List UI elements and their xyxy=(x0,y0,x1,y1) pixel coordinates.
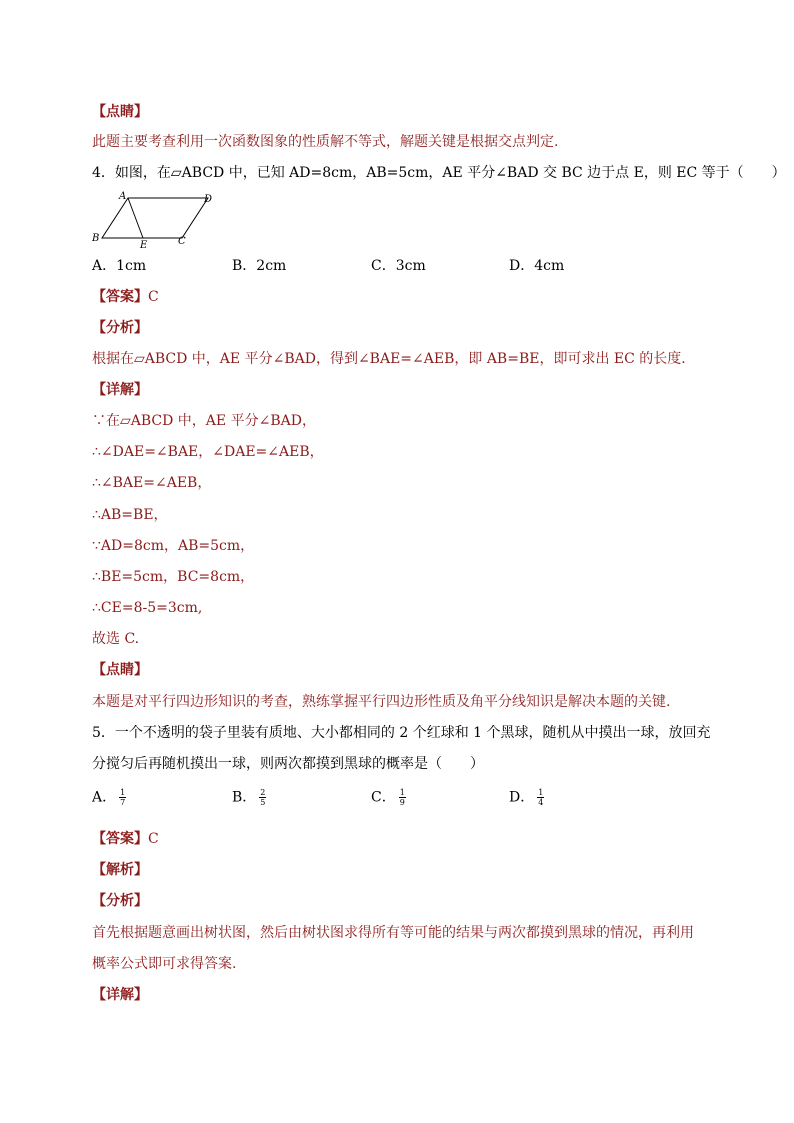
answer-value: C xyxy=(148,289,159,305)
q5-analysis-line1: 首先根据题意画出树状图，然后由树状图求得所有等可能的结果与两次都摸到黑球的情况，再利用 xyxy=(92,925,694,941)
q5-option-b xyxy=(232,788,266,807)
q4-step: ∴∠DAE=∠BAE，∠DAE=∠AEB， xyxy=(92,444,324,460)
q4-step: ∴BE=5cm，BC=8cm， xyxy=(92,569,255,585)
numerator: 1 xyxy=(538,788,544,797)
q4-analysis-text: 根据在▱ABCD 中，AE 平分∠BAD，得到∠BAE=∠AEB，即 AB=BE，即可求出 EC 的长度. xyxy=(92,351,686,367)
q4-step: ∴CE=8-5=3cm, xyxy=(92,600,203,616)
parallelogram-figure xyxy=(90,189,220,249)
q5-stem-line1: 5．一个不透明的袋子里装有质地、大小都相同的 2 个红球和 1 个黑球，随机从中摸出一球，放回充 xyxy=(92,725,711,741)
label-c: C xyxy=(178,236,186,247)
option-letter: D． xyxy=(509,789,535,806)
dianjing-text: 此题主要考查利用一次函数图象的性质解不等式，解题关键是根据交点判定. xyxy=(92,134,559,150)
answer-label: 【答案】 xyxy=(92,289,148,305)
label-a: A xyxy=(119,191,127,202)
fraction xyxy=(537,788,544,807)
answer-label: 【答案】 xyxy=(92,831,148,847)
option-letter: A． xyxy=(92,789,117,806)
q4-analysis-heading: 【分析】 xyxy=(92,320,148,336)
denominator: 4 xyxy=(538,798,544,807)
q4-step: 故选 C. xyxy=(92,631,140,647)
q4-stem: 4．如图，在▱ABCD 中，已知 AD=8cm，AB=5cm，AE 平分∠BAD 交 BC 边于点 E，则 EC 等于（ ） xyxy=(92,165,786,181)
q5-option-a xyxy=(92,788,126,807)
fraction xyxy=(119,788,126,807)
q4-step: ∵在▱ABCD 中，AE 平分∠BAD， xyxy=(92,413,316,429)
q5-answer xyxy=(92,830,159,848)
denominator: 7 xyxy=(120,798,126,807)
q4-option-d: D．4cm xyxy=(509,258,565,274)
numerator: 2 xyxy=(260,788,266,797)
q5-analysis-line2: 概率公式即可求得答案. xyxy=(92,956,237,972)
q5-stem-line2: 分搅匀后再随机摸出一球，则两次都摸到黑球的概率是（ ） xyxy=(92,756,484,772)
q4-step: ∴AB=BE， xyxy=(92,507,168,523)
q5-option-c xyxy=(371,788,406,807)
fraction xyxy=(399,788,406,807)
dianjing-heading: 【点睛】 xyxy=(92,104,148,120)
parallelogram-abcd xyxy=(102,198,208,238)
q5-detail-heading: 【详解】 xyxy=(92,987,148,1003)
q4-answer xyxy=(92,288,159,306)
numerator: 1 xyxy=(120,788,126,797)
q5-option-d xyxy=(509,788,544,807)
q4-option-c: C．3cm xyxy=(371,258,426,274)
q4-detail-heading: 【详解】 xyxy=(92,382,148,398)
numerator: 1 xyxy=(399,788,405,797)
q4-option-a: A．1cm xyxy=(92,258,147,274)
denominator: 5 xyxy=(260,798,266,807)
q4-step: ∴∠BAE=∠AEB， xyxy=(92,475,212,491)
segment-ae xyxy=(128,198,143,238)
q4-option-b: B．2cm xyxy=(232,258,287,274)
answer-value: C xyxy=(148,831,159,847)
fraction xyxy=(259,788,266,807)
q4-step: ∵AD=8cm，AB=5cm， xyxy=(92,538,255,554)
label-e: E xyxy=(140,240,148,249)
option-letter: B． xyxy=(232,789,257,806)
label-b: B xyxy=(92,233,100,244)
q5-analysis-heading: 【分析】 xyxy=(92,893,148,909)
q5-jiexi-heading: 【解析】 xyxy=(92,862,148,878)
option-letter: C． xyxy=(371,789,396,806)
label-d: D xyxy=(204,194,213,205)
q4-dianjing-heading: 【点睛】 xyxy=(92,662,148,678)
denominator: 9 xyxy=(399,798,405,807)
q4-dianjing-text: 本题是对平行四边形知识的考查，熟练掌握平行四边形性质及角平分线知识是解决本题的关键. xyxy=(92,694,671,710)
